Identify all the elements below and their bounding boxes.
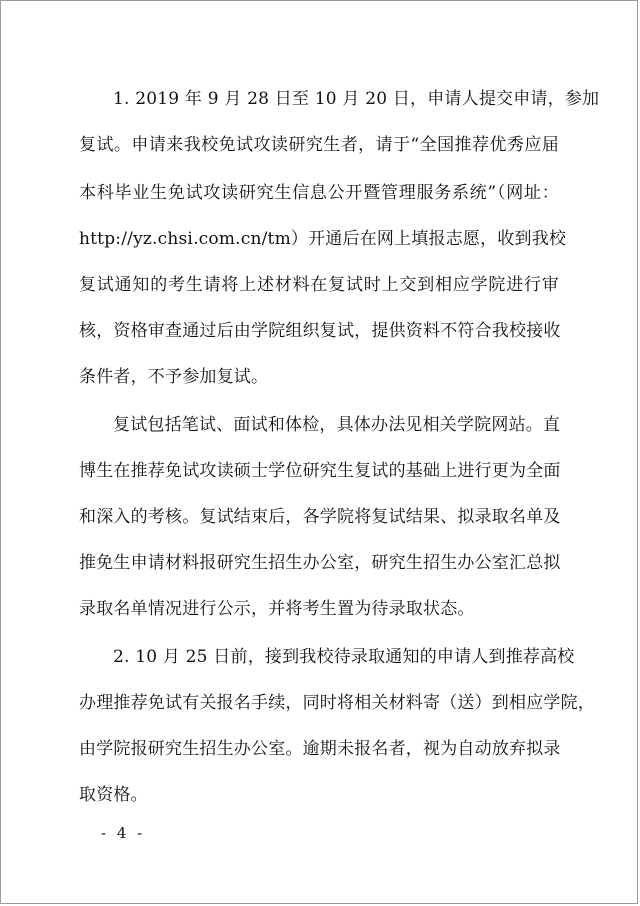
paragraph-1-line-4: http://yz.chsi.com.cn/tm）开通后在网上填报志愿，收到我校	[79, 229, 567, 249]
paragraph-1-line-1: 1. 2019 年 9 月 28 日至 10 月 20 日，申请人提交申请，参加	[113, 89, 600, 109]
paragraph-1-line-3: 本科毕业生免试攻读研究生信息公开暨管理服务系统”（网址：	[79, 183, 559, 203]
paragraph-1-line-5: 复试通知的考生请将上述材料在复试时上交到相应学院进行审	[79, 275, 559, 295]
paragraph-2-line-3: 和深入的考核。复试结束后，各学院将复试结果、拟录取名单及	[79, 507, 561, 527]
paragraph-3-line-1: 2. 10 月 25 日前，接到我校待录取通知的申请人到推荐高校	[113, 647, 575, 667]
paragraph-1-line-2: 复试。申请来我校免试攻读研究生者，请于“全国推荐优秀应届	[79, 135, 559, 155]
paragraph-3-line-3: 由学院报研究生招生办公室。逾期未报名者，视为自动放弃拟录	[79, 739, 561, 759]
paragraph-2-line-4: 推免生申请材料报研究生招生办公室，研究生招生办公室汇总拟	[79, 553, 561, 573]
paragraph-2-line-1: 复试包括笔试、面试和体检，具体办法见相关学院网站。直	[113, 415, 561, 435]
paragraph-1-line-7: 条件者，不予参加复试。	[79, 367, 269, 387]
paragraph-2-line-5: 录取名单情况进行公示，并将考生置为待录取状态。	[79, 599, 475, 619]
paragraph-3-line-4: 取资格。	[79, 785, 148, 805]
paragraph-3-line-2: 办理推荐免试有关报名手续，同时将相关材料寄（送）到相应学院，	[79, 693, 595, 713]
page-number: - 4 -	[101, 824, 146, 842]
paragraph-1-line-6: 核，资格审查通过后由学院组织复试，提供资料不符合我校接收	[79, 321, 561, 341]
paragraph-2-line-2: 博生在推荐免试攻读硕士学位研究生复试的基础上进行更为全面	[79, 461, 561, 481]
